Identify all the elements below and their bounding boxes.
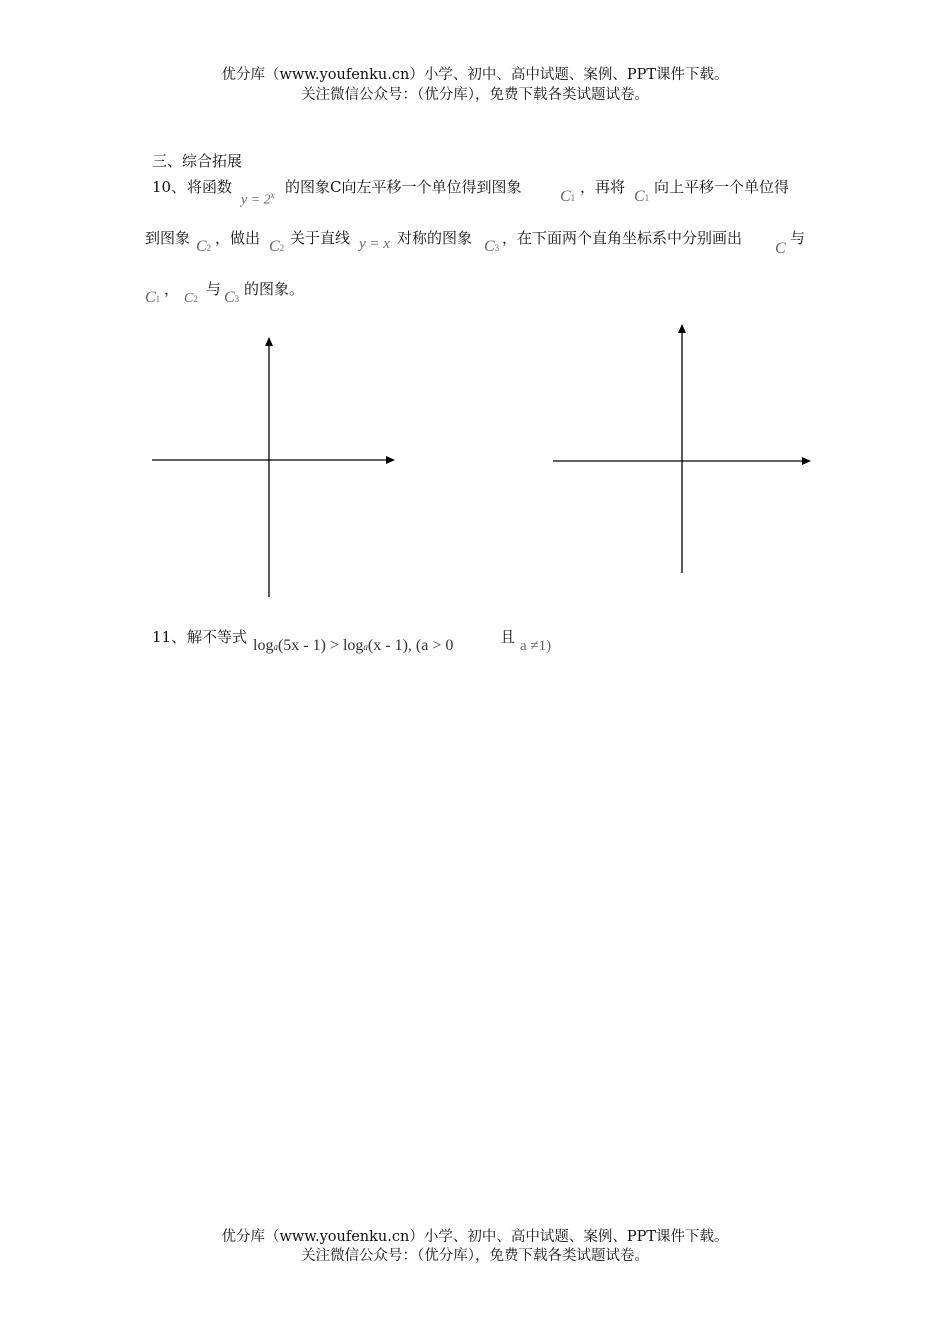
- q10-text-6: ，做出: [215, 229, 261, 247]
- q11-and: 且: [500, 628, 516, 646]
- q10-function-expr: $y = 2^x$: [241, 190, 275, 208]
- q10-number: 10、: [152, 178, 187, 196]
- q10-c3-a: C3: [484, 238, 500, 255]
- q10-text-2: 的图象C向左平移一个单位得到图象: [285, 178, 522, 196]
- q10-c2-a: C2: [196, 238, 212, 255]
- footer-line-1: 优分库（www.youfenku.cn）小学、初中、高中试题、案例、PPT课件下载。: [221, 1229, 729, 1245]
- q10-c3-b: C3: [224, 289, 240, 306]
- q10-text-8: 对称的图象: [397, 229, 473, 247]
- q10-c1-b: C1: [634, 188, 650, 205]
- q10-text-3: ，再将: [580, 178, 626, 196]
- q10-text-4: 向上平移一个单位得: [654, 178, 790, 196]
- q11-number: 11、: [152, 628, 187, 646]
- q10-text-12: 与: [206, 280, 222, 298]
- q11-condition: a ≠1): [520, 638, 552, 654]
- q11-inequality: loga(5x - 1) > loga(x - 1), (a > 0: [253, 637, 454, 654]
- q10-c2-b: C2: [269, 238, 285, 255]
- footer-line-2: 关注微信公众号：（优分库），免费下载各类试题试卷。: [301, 1248, 649, 1264]
- q10-text-9: ，在下面两个直角坐标系中分别画出: [502, 229, 743, 247]
- q10-text-10: 与: [790, 229, 806, 247]
- q10-text-7: 关于直线: [290, 229, 351, 247]
- q10-c1-c: C1: [145, 289, 161, 306]
- header-line-1: 优分库（www.youfenku.cn）小学、初中、高中试题、案例、PPT课件下载。: [221, 67, 729, 83]
- q10-c2-c: C2: [184, 291, 198, 306]
- axes-left: [152, 338, 394, 597]
- q10-text-13: 的图象。: [244, 280, 305, 298]
- header-line-2: 关注微信公众号：（优分库），免费下载各类试题试卷。: [301, 87, 649, 103]
- section-title: 三、综合拓展: [152, 152, 243, 170]
- q10-text-1: 将函数: [187, 178, 233, 196]
- q10-text-5: 到图象: [145, 229, 191, 247]
- q10-text-11: ，: [164, 280, 180, 298]
- q10-line-expr: y = x: [359, 236, 390, 252]
- q10-c1-a: C1: [560, 188, 576, 205]
- q11-text: 解不等式: [187, 628, 248, 646]
- axes-right: [553, 325, 810, 573]
- q10-c: C: [775, 240, 786, 257]
